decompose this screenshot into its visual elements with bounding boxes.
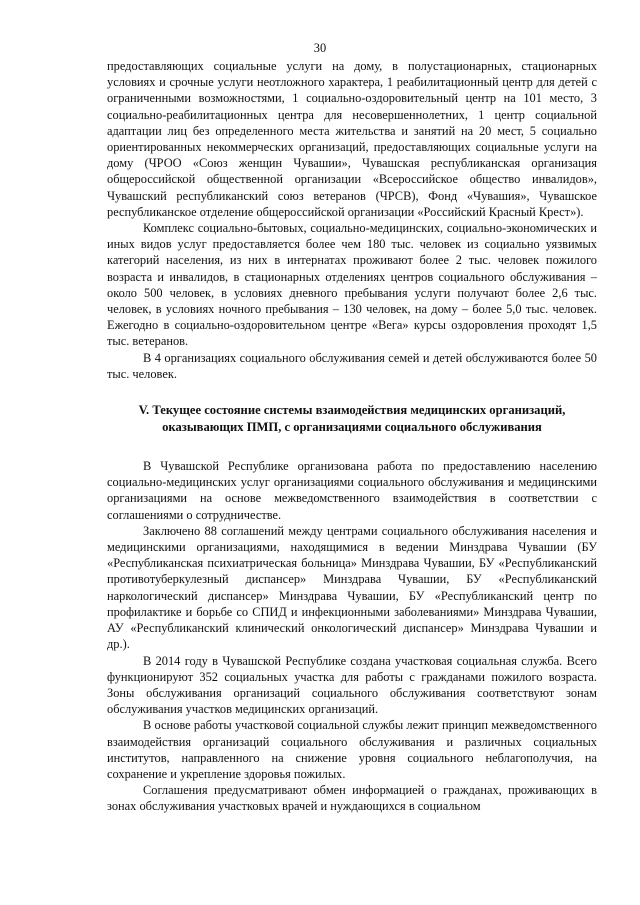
page-number: 30: [313, 41, 327, 55]
paragraph-district-service: В 2014 году в Чувашской Республике создана участковая социальная служба. Всего функционируют 352 социальных участка для работы с гражданами пожилого возраста. Зоны обслуживания организаций социального обслуживания соответствуют зонам обслуживания участков медицинских организаций.: [107, 653, 597, 717]
section-heading: [107, 402, 597, 436]
paragraph-services-complex: Комплекс социально-бытовых, социально-медицинских, социально-экономических и иных видов услуг предоставляется более чем 180 тыс. человек из социально уязвимых категорий населения, из них в интернатах проживают более 2 тыс. человек пожилого возраста и инвалидов, в стационарных отделениях центров социального обслуживания – около 500 человек, в условиях дневного пребывания услуги получают более 2,6 тыс. человек, в условиях ночного пребывания – 130 человек, на дому – более 5,0 тыс. человек. Ежегодно в социально-оздоровительном центре «Вега» курсы оздоровления проходят 1,5 тыс. ветеранов.: [107, 221, 597, 349]
paragraph-continued: предоставляющих социальные услуги на дому, в полустационарных, стационарных условиях и срочные услуги неотложного характера, 1 реабилитационный центр для детей с ограниченными возможностями, 1 социально-оздоровительный центр на 101 место, 3 социально-реабилитационных центра для несовершеннолетних, 1 центр социальной адаптации лиц без определенного места жительства и занятий на 20 мест, 5 социально ориентированных некоммерческих организаций, предоставляющих социальные услуги на дому (ЧРОО «Союз женщин Чувашии», Чувашская республиканская организация общероссийской общественной организации «Всероссийское общество инвалидов», Чувашский республиканский союз ветеранов (ЧРСВ), Фонд «Чувашия», Чувашское республиканское отделение общероссийской организации «Российский Красный Крест»).: [107, 59, 597, 219]
section-heading-line-1: V. Текущее состояние системы взаимодействия медицинских организаций,: [138, 403, 566, 418]
section-heading-line-2: оказывающих ПМП, с организациями социального обслуживания: [162, 420, 542, 435]
document-body: [107, 58, 597, 815]
paragraph-principle: В основе работы участковой социальной службы лежит принцип межведомственного взаимодействия организаций социального обслуживания и различных социальных институтов, направленного на снижение уровня социального неблагополучия, на сохранение и укрепление здоровья пожилых.: [107, 718, 597, 781]
paragraph-organization: В Чувашской Республике организована работа по предоставлению населению социально-медицинских услуг организациями социального обслуживания и медицинскими организациями на основе межведомственного взаимодействия в соответствии с соглашениями о сотрудничестве.: [107, 459, 597, 522]
paragraph-information-exchange: Соглашения предусматривают обмен информацией о гражданах, проживающих в зонах обслуживания участковых врачей и нуждающихся в социальном: [107, 783, 597, 814]
paragraph-family-services: В 4 организациях социального обслуживания семей и детей обслуживаются более 50 тыс. человек.: [107, 350, 597, 381]
paragraph-agreements: Заключено 88 соглашений между центрами социального обслуживания населения и медицинскими организациями, находящимися в ведении Минздрава Чувашии (БУ «Республиканская психиатрическая больница» Минздрава Чувашии, БУ «Республиканский противотуберкулезный диспансер» Минздрава Чувашии, БУ «Республиканский наркологический диспансер» Минздрава Чувашии, БУ «Республиканский центр по профилактике и борьбе со СПИД и инфекционными заболеваниями» Минздрава Чувашии, АУ «Республиканский клинический онкологический диспансер» Минздрава Чувашии и др.).: [107, 523, 597, 652]
